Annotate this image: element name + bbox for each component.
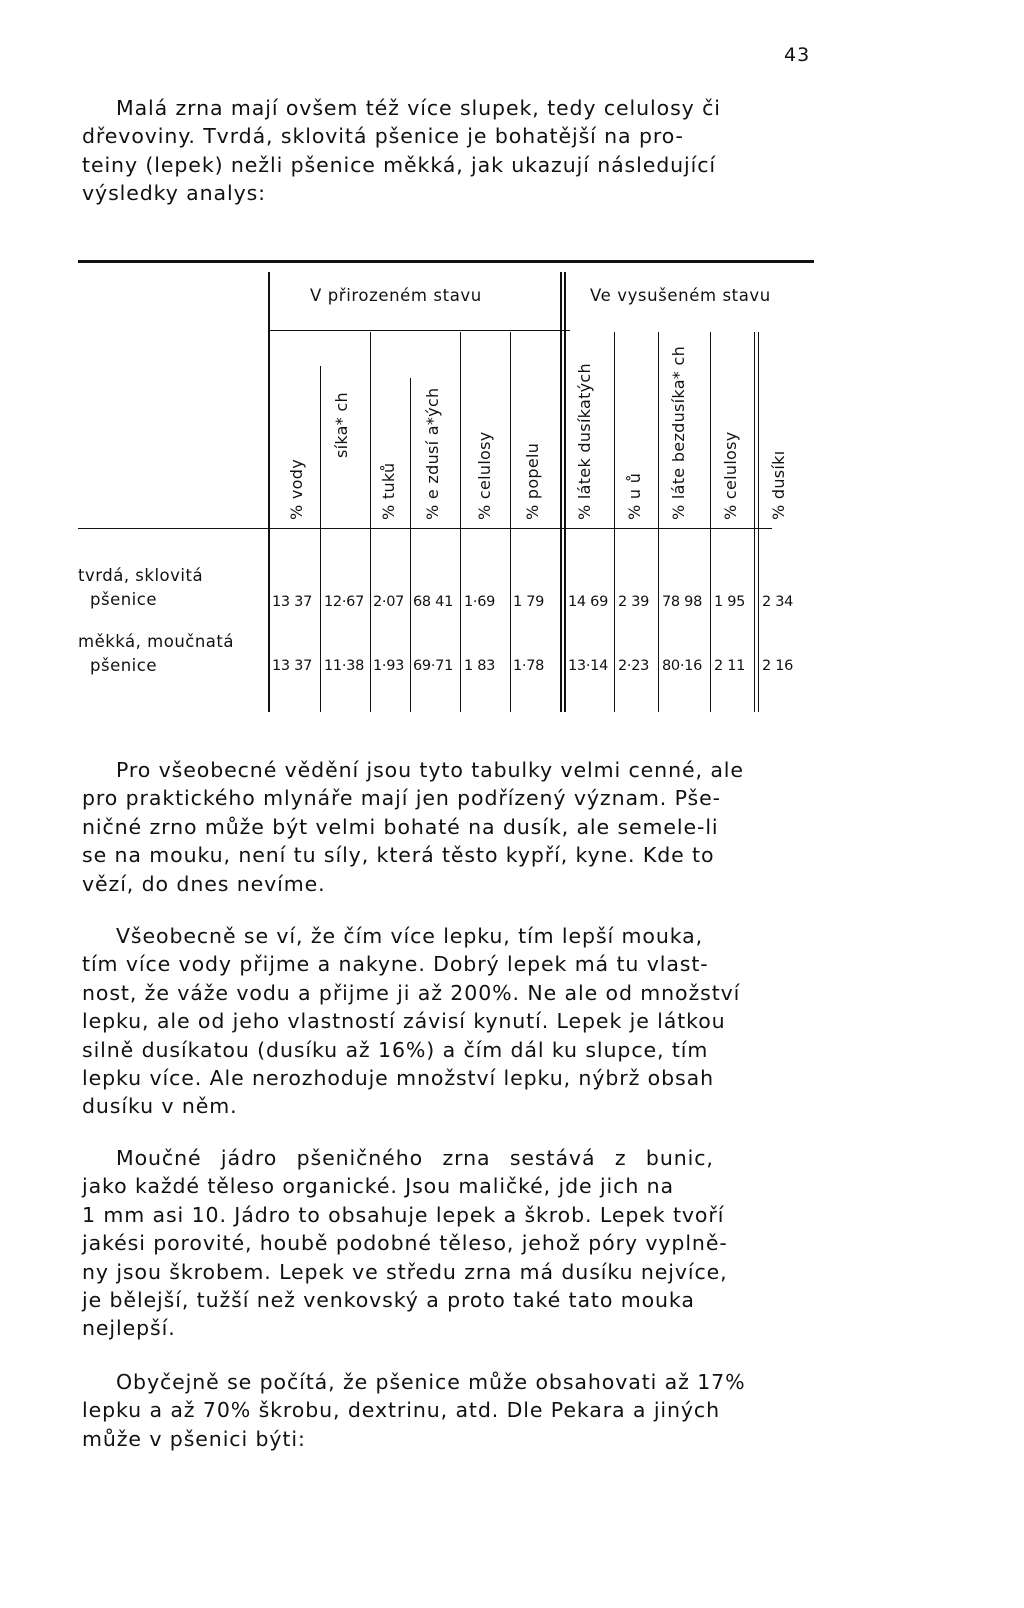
text-line: výsledky analys: <box>82 181 266 206</box>
paragraph-3 <box>82 922 802 1121</box>
table-cell: 80·16 <box>662 658 703 674</box>
text-line: může v pšenici býti: <box>82 1426 306 1451</box>
text-line: ny jsou škrobem. Lepek ve středu zrna má dusíku nejvíce, <box>82 1259 728 1284</box>
text-line: jakési porovité, houbě podobné těleso, jehož póry vyplně- <box>82 1231 728 1256</box>
table-cell: 68 41 <box>413 594 454 610</box>
table-cell: 69·71 <box>413 658 454 674</box>
table-cell: 13 37 <box>272 594 313 610</box>
text-line: nejlepší. <box>82 1316 176 1341</box>
table-cell: 12·67 <box>324 594 365 610</box>
page-number: 43 <box>784 44 811 66</box>
group-header-natural: V přirozeném stavu <box>310 286 482 305</box>
table-cell: 14 69 <box>568 594 609 610</box>
table-cell: 13 37 <box>272 658 313 674</box>
col-header-nitrogenous: % látek dusíkatých <box>575 363 594 520</box>
text-line: se na mouku, není tu síly, která těsto kypří, kyne. Kde to <box>82 843 715 868</box>
text-line: Malá zrna mají ovšem též více slupek, tedy celulosy či <box>116 96 721 120</box>
table-cell: 1·93 <box>373 658 405 674</box>
text-line: ničné zrno může být velmi bohaté na dusík, ale semele-li <box>82 814 719 839</box>
text-line: 1 mm asi 10. Jádro to obsahuje lepek a škrob. Lepek tvoří <box>82 1202 725 1227</box>
table-cell: 1·78 <box>513 658 545 674</box>
text-line: jako každé těleso organické. Jsou maličké, jde jich na <box>82 1174 674 1199</box>
table-cell: 1 83 <box>464 658 496 674</box>
table-cell: 2·23 <box>618 658 650 674</box>
row-label-line: tvrdá, sklovitá <box>78 566 204 585</box>
text-line: Pro všeobecné vědění jsou tyto tabulky velmi cenné, ale <box>116 758 744 782</box>
table-cell: 2 39 <box>618 594 650 610</box>
group-header-dried: Ve vysušeném stavu <box>590 286 771 305</box>
row-label-soft-wheat <box>78 630 234 678</box>
text-line: Obyčejně se počítá, že pšenice může obsahovati až 17% <box>116 1370 746 1394</box>
text-line: vězí, do dnes nevíme. <box>82 871 326 896</box>
col-header-nitrogen: % dusíkı <box>769 450 788 520</box>
text-line: pro praktického mlynáře mají jen podřízený význam. Pše- <box>82 786 721 811</box>
paragraph-5 <box>82 1368 802 1453</box>
text-line: je bělejší, tužší než venkovský a proto také tato mouka <box>82 1288 695 1313</box>
paragraph-2 <box>82 756 802 898</box>
text-line: silně dusíkatou (dusíku až 16%) a čím dál ku slupce, tím <box>82 1037 709 1062</box>
table-cell: 1·69 <box>464 594 496 610</box>
text-line: dřevoviny. Tvrdá, sklovitá pšenice je bohatější na pro- <box>82 124 684 149</box>
row-label-line: měkká, moučnatá <box>78 632 234 651</box>
text-line: dusíku v něm. <box>82 1094 238 1119</box>
table-cell: 2 11 <box>714 658 746 674</box>
col-header-col8: % u ů <box>625 472 644 520</box>
text-line: lepku, ale od jeho vlastností závisí kynutí. Lepek je látkou <box>82 1009 726 1034</box>
col-header-water: % vody <box>287 459 306 520</box>
table-cell: 11·38 <box>324 658 365 674</box>
text-line: lepku a až 70% škrobu, dextrinu, atd. Dle Pekara a jiných <box>82 1398 720 1423</box>
table-cell: 13·14 <box>568 658 609 674</box>
col-header-nitrogen-free-dry: % láte bezdusíka* ch <box>669 345 688 520</box>
col-header-col2: síka* ch <box>332 392 351 458</box>
text-line: tím více vody přijme a nakyne. Dobrý lepek má tu vlast- <box>82 952 709 977</box>
table-cell: 78 98 <box>662 594 703 610</box>
table-cell: 2 16 <box>762 658 794 674</box>
row-label-hard-wheat <box>78 564 203 612</box>
table-cell: 1 95 <box>714 594 746 610</box>
text-line: nost, že váže vodu a přijme ji až 200%. Ne ale od množství <box>82 980 741 1005</box>
paragraph-4 <box>82 1144 802 1343</box>
table-cell: 2·07 <box>373 594 405 610</box>
row-label-line: pšenice <box>90 590 157 609</box>
paragraph-1 <box>82 94 802 208</box>
table-cell: 1 79 <box>513 594 545 610</box>
text-line: lepku více. Ale nerozhoduje množství lepku, nýbrž obsah <box>82 1066 714 1091</box>
text-line: teiny (lepek) nežli pšenice měkká, jak ukazují následující <box>82 152 717 177</box>
col-header-cellulose: % celulosy <box>475 431 494 520</box>
col-header-fat: % tuků <box>379 462 398 520</box>
text-line: Všeobecně se ví, že čím více lepku, tím lepší mouka, <box>116 924 704 948</box>
col-header-nitrogen-free: % e zdusí a*ých <box>423 387 442 520</box>
row-label-line: pšenice <box>90 656 157 675</box>
analysis-table <box>78 258 818 718</box>
table-cell: 2 34 <box>762 594 794 610</box>
col-header-cellulose-dry: % celulosy <box>721 431 740 520</box>
text-line: Moučné jádro pšeničného zrna sestává z bunic, <box>116 1146 714 1170</box>
col-header-ash: % popelu <box>523 442 542 520</box>
